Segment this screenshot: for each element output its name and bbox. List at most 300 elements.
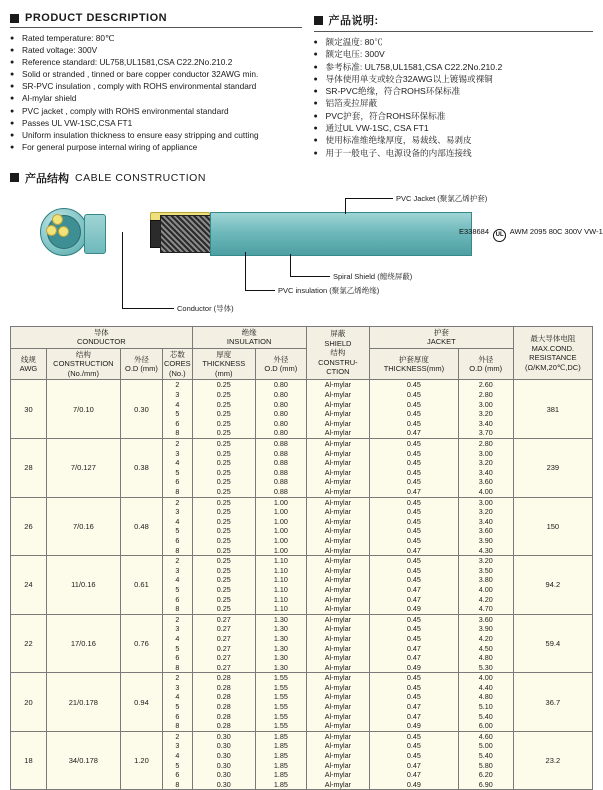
conductor-dot-icon <box>52 214 63 225</box>
cell-value: 1.85 <box>273 770 288 780</box>
cell-resistance: 381 <box>513 380 592 439</box>
cell-value: 4.80 <box>478 692 493 702</box>
list-item: ● Uniform insulation thickness to ensure easy stripping and cutting <box>10 130 302 142</box>
cell-value: Al-mylar <box>324 711 352 721</box>
header-cores-cn: 芯数 <box>169 349 185 359</box>
callout-line <box>122 308 174 309</box>
cell-value: 0.25 <box>216 399 231 409</box>
cell-value: 0.47 <box>406 770 421 780</box>
cell-value: 2.80 <box>478 390 493 400</box>
cell-value: Al-mylar <box>324 624 352 634</box>
list-item: ● For general purpose internal wiring of appliance <box>10 142 302 154</box>
cell-value: 1.55 <box>273 682 288 692</box>
cell-insulation-od-stack <box>256 556 306 614</box>
cell-value: 2 <box>175 497 180 507</box>
cell-value: 0.45 <box>406 535 421 545</box>
cell-value: 1.00 <box>273 497 288 507</box>
cell-value: Al-mylar <box>324 760 352 770</box>
callout-spiral-shield: Spiral Shield (缠绕屏蔽) <box>333 271 413 281</box>
cell-value: 6.90 <box>478 779 493 789</box>
cell-value: 4.30 <box>478 545 493 555</box>
description-en-list <box>10 33 302 153</box>
header-ins-thickness-en: THICKNESS (mm) <box>202 359 246 378</box>
cell-shield <box>306 380 369 439</box>
cell-value: 5 <box>175 526 180 536</box>
cell-cores-stack <box>163 732 192 790</box>
cell-value: 4 <box>175 692 180 702</box>
header-awg <box>11 348 47 380</box>
cell-shield <box>306 497 369 556</box>
cell-value: 4.20 <box>478 594 493 604</box>
header-conductor-od <box>120 348 162 380</box>
cell-value: 4 <box>175 399 180 409</box>
cell-resistance: 94.2 <box>513 556 592 615</box>
cell-resistance: 36.7 <box>513 673 592 732</box>
cell-value: 0.45 <box>406 390 421 400</box>
cell-value: 5.80 <box>478 760 493 770</box>
cell-value: 0.45 <box>406 516 421 526</box>
cell-insulation-thickness <box>192 614 255 673</box>
cell-value: 0.45 <box>406 556 421 566</box>
table-subheader-row <box>11 348 593 380</box>
cell-value: Al-mylar <box>324 409 352 419</box>
cell-value: 0.88 <box>273 439 288 449</box>
cell-value: 0.80 <box>273 418 288 428</box>
cell-value: 5 <box>175 702 180 712</box>
cell-value: Al-mylar <box>324 673 352 683</box>
header-ins-od-en: O.D (mm) <box>264 364 298 374</box>
header-resistance-cn: 最大导体电阻 <box>530 334 576 344</box>
cell-resistance: 59.4 <box>513 614 592 673</box>
description-en-title: PRODUCT DESCRIPTION <box>25 12 168 24</box>
cell-insulation-od-stack <box>256 498 306 556</box>
cell-value: 0.47 <box>406 643 421 653</box>
cell-jacket-thickness-stack <box>370 615 458 673</box>
list-item: ● Rated temperature: 80℃ <box>10 33 302 45</box>
cell-cores-stack <box>163 380 192 438</box>
cell-value: Al-mylar <box>324 653 352 663</box>
cell-value: Al-mylar <box>324 702 352 712</box>
header-cores-en: CORES (No.) <box>164 359 191 378</box>
cell-value: 0.80 <box>273 380 288 390</box>
cell-value: 0.25 <box>216 418 231 428</box>
cell-value: 0.49 <box>406 604 421 614</box>
group-jacket-cn: 护套 <box>433 327 449 337</box>
list-item: ● Rated voltage: 300V <box>10 45 302 57</box>
cell-value: 0.45 <box>406 751 421 761</box>
cell-construction: 7/0.16 <box>46 497 120 556</box>
cell-value: 5 <box>175 760 180 770</box>
cell-value: 0.25 <box>216 584 231 594</box>
cell-jacket-thickness <box>370 497 459 556</box>
list-item: ● Al-mylar shield <box>10 93 302 105</box>
table-row <box>11 380 593 439</box>
table-row <box>11 556 593 615</box>
bullet-square-icon <box>10 173 19 182</box>
cell-awg: 18 <box>11 731 47 790</box>
cell-value: 0.25 <box>216 535 231 545</box>
cell-shield-stack <box>307 615 369 673</box>
cell-jacket-od-stack <box>459 732 513 790</box>
cell-value: 1.30 <box>273 624 288 634</box>
cell-value: 2 <box>175 439 180 449</box>
cell-value: 0.45 <box>406 467 421 477</box>
list-item: ● Solid or stranded , tinned or bare copper conductor 32AWG min. <box>10 69 302 81</box>
list-item: ● 额定温度: 80℃ <box>314 37 594 49</box>
callout-line <box>245 290 275 291</box>
cell-value: 0.25 <box>216 575 231 585</box>
cell-jacket-thickness <box>370 380 459 439</box>
cell-value: 0.47 <box>406 711 421 721</box>
cell-value: 2 <box>175 614 180 624</box>
cell-shield-stack <box>307 439 369 497</box>
header-cores <box>163 348 193 380</box>
cell-value: 8 <box>175 604 180 614</box>
cell-value: Al-mylar <box>324 565 352 575</box>
cell-value: Al-mylar <box>324 633 352 643</box>
cell-value: 4.40 <box>478 682 493 692</box>
callout-conductor: Conductor (导体) <box>177 303 234 313</box>
cell-value: 1.10 <box>273 575 288 585</box>
cell-value: 0.30 <box>216 779 231 789</box>
cell-value: 0.45 <box>406 614 421 624</box>
cell-jacket-od <box>458 673 513 732</box>
cell-value: 5 <box>175 643 180 653</box>
cell-jacket-od-stack <box>459 439 513 497</box>
cell-value: 0.49 <box>406 662 421 672</box>
cell-insulation-od <box>255 380 306 439</box>
cell-value: 0.49 <box>406 779 421 789</box>
cell-value: 0.25 <box>216 458 231 468</box>
table-row <box>11 731 593 790</box>
cell-value: Al-mylar <box>324 477 352 487</box>
cell-value: 0.25 <box>216 428 231 438</box>
cell-value: 0.30 <box>216 741 231 751</box>
specification-table <box>10 326 593 790</box>
cell-value: 6 <box>175 653 180 663</box>
cell-value: 1.85 <box>273 731 288 741</box>
cell-value: 0.28 <box>216 711 231 721</box>
cell-value: Al-mylar <box>324 662 352 672</box>
cell-insulation-od <box>255 556 306 615</box>
cell-value: 5.40 <box>478 711 493 721</box>
description-cn-heading <box>314 12 594 28</box>
cell-cores-stack <box>163 439 192 497</box>
group-conductor-en: CONDUCTOR <box>77 337 126 347</box>
cell-cores <box>163 614 193 673</box>
cell-insulation-od-stack <box>256 673 306 731</box>
cell-value: 5 <box>175 409 180 419</box>
cell-jacket-od <box>458 497 513 556</box>
ul-mark-icon: UL <box>493 229 506 242</box>
list-item: ● 通过UL VW-1SC, CSA FT1 <box>314 123 594 135</box>
cell-insulation-od <box>255 497 306 556</box>
cell-cores <box>163 439 193 498</box>
cell-value: 0.25 <box>216 439 231 449</box>
cell-value: 0.80 <box>273 390 288 400</box>
cell-awg: 20 <box>11 673 47 732</box>
cell-value: Al-mylar <box>324 594 352 604</box>
cell-value: Al-mylar <box>324 439 352 449</box>
header-resistance-en: MAX.COND. RESISTANCE (Ω/KM,20℃,DC) <box>525 343 581 372</box>
cell-insulation-thickness <box>192 439 255 498</box>
cell-value: 1.00 <box>273 516 288 526</box>
header-jkt-thickness <box>370 348 459 380</box>
divider <box>10 27 302 28</box>
cell-value: Al-mylar <box>324 526 352 536</box>
header-ins-thickness-cn: 厚度 <box>216 349 232 359</box>
cell-value: Al-mylar <box>324 516 352 526</box>
cell-value: 0.45 <box>406 458 421 468</box>
cell-shield <box>306 673 369 732</box>
cell-value: 0.47 <box>406 428 421 438</box>
cell-value: 0.45 <box>406 399 421 409</box>
cell-value: 0.45 <box>406 439 421 449</box>
cable-cutaway <box>150 212 603 254</box>
cell-insulation-thickness-stack <box>193 380 255 438</box>
group-insulation <box>192 326 306 348</box>
cell-value: Al-mylar <box>324 448 352 458</box>
list-item: ● 额定电压: 300V <box>314 49 594 61</box>
cell-insulation-od <box>255 439 306 498</box>
group-insulation-cn: 绝缘 <box>241 327 257 337</box>
header-jkt-od-en: O.D (mm) <box>469 364 503 374</box>
cell-value: 4.80 <box>478 653 493 663</box>
table-row <box>11 497 593 556</box>
cable-print-rating: AWM 2095 80C 300V VW-1 <box>509 226 603 236</box>
cell-insulation-thickness-stack <box>193 615 255 673</box>
cell-insulation-od <box>255 614 306 673</box>
list-item: ● 使用标准维绝缘厚度，易裁线、易剥皮 <box>314 135 594 147</box>
construction-title-en: CABLE CONSTRUCTION <box>75 171 206 184</box>
cell-value: 3.90 <box>478 624 493 634</box>
cell-jacket-od-stack <box>459 673 513 731</box>
cell-value: 3.40 <box>478 516 493 526</box>
table-row <box>11 439 593 498</box>
cell-value: 1.10 <box>273 556 288 566</box>
cable-diagram <box>0 190 603 320</box>
cable-cross-section-icon <box>40 208 88 256</box>
cell-value: 8 <box>175 428 180 438</box>
cell-cores <box>163 497 193 556</box>
cell-value: Al-mylar <box>324 643 352 653</box>
group-jacket <box>370 326 514 348</box>
cell-value: 8 <box>175 545 180 555</box>
cell-construction: 7/0.127 <box>46 439 120 498</box>
cell-value: 1.00 <box>273 545 288 555</box>
cell-insulation-od-stack <box>256 615 306 673</box>
cell-value: 0.88 <box>273 477 288 487</box>
cell-value: Al-mylar <box>324 751 352 761</box>
cell-value: 4.00 <box>478 673 493 683</box>
cell-value: 6.00 <box>478 721 493 731</box>
cell-value: 5.40 <box>478 751 493 761</box>
cell-jacket-od <box>458 731 513 790</box>
cell-construction: 21/0.178 <box>46 673 120 732</box>
cell-value: 0.25 <box>216 477 231 487</box>
cell-insulation-thickness <box>192 497 255 556</box>
cell-value: 3 <box>175 624 180 634</box>
cell-value: 0.30 <box>216 751 231 761</box>
cell-shield <box>306 439 369 498</box>
cell-cores <box>163 380 193 439</box>
cell-insulation-thickness-stack <box>193 439 255 497</box>
construction-title-cn: 产品结构 <box>25 172 69 185</box>
cell-value: 0.25 <box>216 594 231 604</box>
cell-insulation-od-stack <box>256 439 306 497</box>
cell-value: Al-mylar <box>324 535 352 545</box>
cell-value: 0.25 <box>216 604 231 614</box>
cell-value: Al-mylar <box>324 399 352 409</box>
description-en-column <box>10 12 302 160</box>
header-jkt-od <box>458 348 513 380</box>
cell-insulation-thickness-stack <box>193 732 255 790</box>
cell-value: 3.00 <box>478 497 493 507</box>
cell-jacket-thickness <box>370 556 459 615</box>
cell-value: Al-mylar <box>324 556 352 566</box>
cell-value: 0.25 <box>216 487 231 496</box>
cell-value: Al-mylar <box>324 380 352 390</box>
cell-cores-stack <box>163 673 192 731</box>
cell-value: Al-mylar <box>324 467 352 477</box>
header-shield-en: CONSTRU- CTION <box>318 357 358 377</box>
cell-value: 0.45 <box>406 409 421 419</box>
cell-value: 3.20 <box>478 556 493 566</box>
cell-jacket-thickness-stack <box>370 439 458 497</box>
cell-insulation-thickness <box>192 556 255 615</box>
cell-value: 0.45 <box>406 624 421 634</box>
header-awg-en: AWG <box>19 364 38 374</box>
cell-value: 0.45 <box>406 575 421 585</box>
cell-value: 0.45 <box>406 380 421 390</box>
header-ins-od <box>255 348 306 380</box>
cell-value: 6 <box>175 477 180 487</box>
cell-shield-stack <box>307 498 369 556</box>
cell-value: 8 <box>175 721 180 731</box>
cell-value: 4.50 <box>478 643 493 653</box>
callout-pvc-jacket: PVC Jacket (聚氯乙烯护套) <box>396 193 488 203</box>
cell-value: 1.00 <box>273 507 288 517</box>
cell-value: 2 <box>175 380 180 390</box>
cell-value: 6 <box>175 770 180 780</box>
header-conductor-od-en: O.D (mm) <box>124 364 158 374</box>
list-item: ● PVC jacket , comply with ROHS environmental standard <box>10 106 302 118</box>
cell-value: 1.85 <box>273 741 288 751</box>
table-row <box>11 673 593 732</box>
callout-line <box>345 198 346 214</box>
cell-jacket-od <box>458 614 513 673</box>
group-shield <box>306 326 369 380</box>
cell-value: 0.27 <box>216 643 231 653</box>
list-item: ● 用于一般电子、电源设备的内部连接线 <box>314 148 594 160</box>
cell-value: 3.90 <box>478 535 493 545</box>
list-item: ● SR-PVC绝缘，符合ROHS环保标准 <box>314 86 594 98</box>
cell-shield-stack <box>307 673 369 731</box>
cell-value: Al-mylar <box>324 497 352 507</box>
cell-value: 0.47 <box>406 702 421 712</box>
cell-value: 0.45 <box>406 731 421 741</box>
cell-value: 0.45 <box>406 565 421 575</box>
header-conductor-od-cn: 外径 <box>133 354 149 364</box>
cell-awg: 30 <box>11 380 47 439</box>
divider <box>314 31 594 32</box>
cell-value: 0.49 <box>406 721 421 731</box>
cell-value: 1.10 <box>273 565 288 575</box>
list-item: ● PVC护套，符合ROHS环保标准 <box>314 111 594 123</box>
description-cn-list <box>314 37 594 159</box>
cell-value: 2 <box>175 673 180 683</box>
cell-value: 3.70 <box>478 428 493 438</box>
cell-value: 3 <box>175 565 180 575</box>
cell-value: 8 <box>175 662 180 672</box>
cell-value: 6 <box>175 594 180 604</box>
cell-cores <box>163 731 193 790</box>
group-conductor <box>11 326 193 348</box>
cell-value: 0.25 <box>216 467 231 477</box>
header-jkt-thickness-en: THICKNESS(mm) <box>383 364 445 374</box>
cell-value: Al-mylar <box>324 614 352 624</box>
cell-value: Al-mylar <box>324 770 352 780</box>
cell-value: 6 <box>175 711 180 721</box>
list-item: ● SR-PVC insulation , comply with ROHS environmental standard <box>10 81 302 93</box>
cell-value: 1.00 <box>273 526 288 536</box>
cell-value: 0.47 <box>406 584 421 594</box>
cell-value: 0.45 <box>406 692 421 702</box>
cell-value: 0.27 <box>216 653 231 663</box>
cell-insulation-od-stack <box>256 380 306 438</box>
cell-value: 0.45 <box>406 448 421 458</box>
cell-value: Al-mylar <box>324 428 352 438</box>
cell-value: 3.60 <box>478 526 493 536</box>
cell-value: 6 <box>175 535 180 545</box>
cell-value: 0.28 <box>216 673 231 683</box>
cell-jacket-thickness <box>370 439 459 498</box>
cell-jacket-thickness-stack <box>370 380 458 438</box>
cell-value: 3.00 <box>478 399 493 409</box>
cell-value: 3 <box>175 448 180 458</box>
header-construction-cn: 结构 <box>75 349 91 359</box>
cell-value: 1.10 <box>273 584 288 594</box>
list-item: ● 参考标准: UL758,UL1581,CSA C22.2No.210.2 <box>314 62 594 74</box>
cell-value: Al-mylar <box>324 731 352 741</box>
cell-value: Al-mylar <box>324 779 352 789</box>
header-construction-en: CONSTRUCTION (No./mm) <box>53 359 114 378</box>
cell-value: 0.25 <box>216 526 231 536</box>
cell-value: 0.88 <box>273 467 288 477</box>
cell-jacket-od-stack <box>459 615 513 673</box>
cell-value: 4.60 <box>478 731 493 741</box>
cell-value: 5 <box>175 467 180 477</box>
cell-value: 0.88 <box>273 487 288 496</box>
group-shield-en: SHIELD <box>324 338 352 348</box>
description-cn-title: 产品说明: <box>328 15 379 27</box>
cell-value: 0.45 <box>406 497 421 507</box>
cell-conductor-od: 0.76 <box>120 614 162 673</box>
cell-insulation-od <box>255 731 306 790</box>
cell-value: 0.45 <box>406 526 421 536</box>
cell-value: 0.27 <box>216 633 231 643</box>
cell-construction: 17/0.16 <box>46 614 120 673</box>
cell-value: 4 <box>175 516 180 526</box>
cell-value: 0.25 <box>216 380 231 390</box>
cell-resistance: 239 <box>513 439 592 498</box>
cell-value: 1.30 <box>273 633 288 643</box>
cell-conductor-od: 0.94 <box>120 673 162 732</box>
cell-value: 0.27 <box>216 662 231 672</box>
conductor-dot-icon <box>46 225 57 236</box>
cell-cores-stack <box>163 498 192 556</box>
cell-value: 5.10 <box>478 702 493 712</box>
